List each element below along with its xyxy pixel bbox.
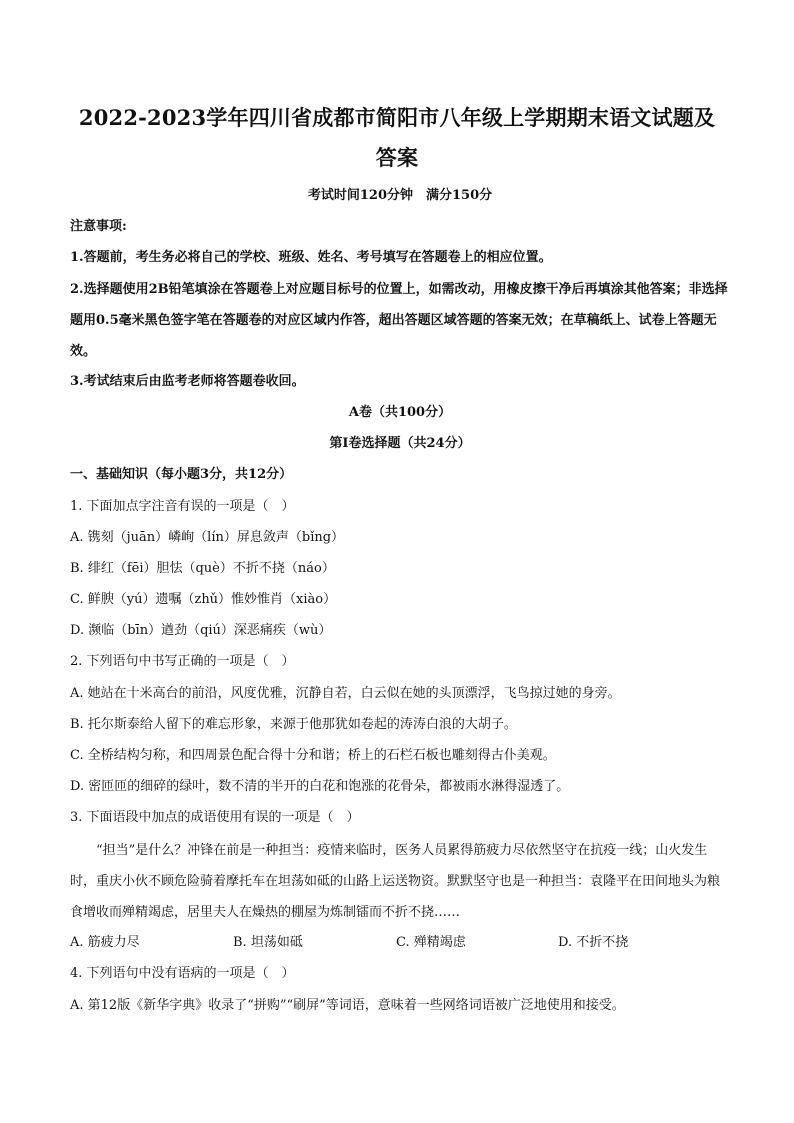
notes-heading: 注意事项: xyxy=(70,219,127,234)
section-basic-heading: 一、基础知识（每小题3分，共12分） xyxy=(70,467,293,482)
question-1-stem: 1. 下面加点字注音有误的一项是（ ） xyxy=(70,499,295,514)
question-2-option-d: D. 密匝匝的细碎的绿叶，数不清的半开的白花和饱涨的花骨朵，都被雨水淋得湿透了。 xyxy=(70,779,570,794)
question-3-options xyxy=(70,933,730,953)
note-item-3: 3.考试结束后由监考老师将答题卷收回。 xyxy=(70,374,305,389)
question-2-option-a: A. 她站在十米高台的前沿，风度优雅，沉静自若，白云似在她的头顶漂浮，飞鸟掠过她的身旁。 xyxy=(70,686,621,701)
question-1-option-b: B. 绯红（fēi）胆怯（què）不折不挠（náo） xyxy=(70,561,335,576)
page-title: 2022-2023学年四川省成都市简阳市八年级上学期期末语文试题及答案 xyxy=(78,105,716,170)
volume-a-heading: A卷（共100分） xyxy=(348,405,452,420)
exam-info: 考试时间120分钟 满分150分 xyxy=(307,188,493,203)
question-1-option-c: C. 鲜腴（yú）遗嘱（zhǔ）惟妙惟肖（xiào） xyxy=(70,592,337,607)
question-3-stem: 3. 下面语段中加点的成语使用有误的一项是（ ） xyxy=(70,810,360,825)
question-3-option-d: D. 不折不挠 xyxy=(558,935,629,950)
question-3-option-a: A. 筋疲力尽 xyxy=(70,935,140,950)
question-3-option-c: C. 殚精竭虑 xyxy=(396,935,466,950)
note-item-1: 1.答题前，考生务必将自己的学校、班级、姓名、考号填写在答题卷上的相应位置。 xyxy=(70,250,552,265)
question-4-option-a: A. 第12版《新华字典》收录了“拼购”“刷屏”等词语，意味着一些网络词语被广泛地使用和接受。 xyxy=(70,998,625,1013)
question-1-option-a: A. 镌刻（juān）嶙峋（lín）屏息敛声（bǐng） xyxy=(70,530,345,545)
question-1-option-d: D. 濒临（bīn）遒劲（qiú）深恶痛疾（wù） xyxy=(70,623,332,638)
question-3-option-b: B. 坦荡如砥 xyxy=(233,935,303,950)
part-one-heading: 第Ⅰ卷选择题（共24分） xyxy=(329,436,471,451)
question-2-option-b: B. 托尔斯泰给人留下的难忘形象，来源于他那犹如卷起的涛涛白浪的大胡子。 xyxy=(70,717,517,732)
note-item-2: 2.选择题使用2B铅笔填涂在答题卷上对应题目标号的位置上，如需改动，用橡皮擦干净后再填涂其他答案；非选择题用0.5毫米黑色签字笔在答题卷的对应区域内作答，超出答题区域答题的答案无效；在草稿纸上、试卷上答题无效。 xyxy=(70,282,728,359)
question-4-stem: 4. 下列语句中没有语病的一项是（ ） xyxy=(70,966,295,981)
question-2-option-c: C. 全桥结构匀称，和四周景色配合得十分和谐；桥上的石栏石板也雕刻得古仆美观。 xyxy=(70,748,556,763)
question-2-stem: 2. 下列语句中书写正确的一项是（ ） xyxy=(70,654,295,669)
question-3-passage: “担当”是什么？冲锋在前是一种担当：疫情来临时，医务人员累得筋疲力尽依然坚守在抗疫一线；山火发生时，重庆小伙不顾危险骑着摩托车在坦荡如砥的山路上运送物资。默默坚守也是一种担当：袁隆平在田间地头为粮食增收而殚精竭虑，居里夫人在燥热的棚屋为炼制镭而不折不挠…… xyxy=(70,843,721,920)
